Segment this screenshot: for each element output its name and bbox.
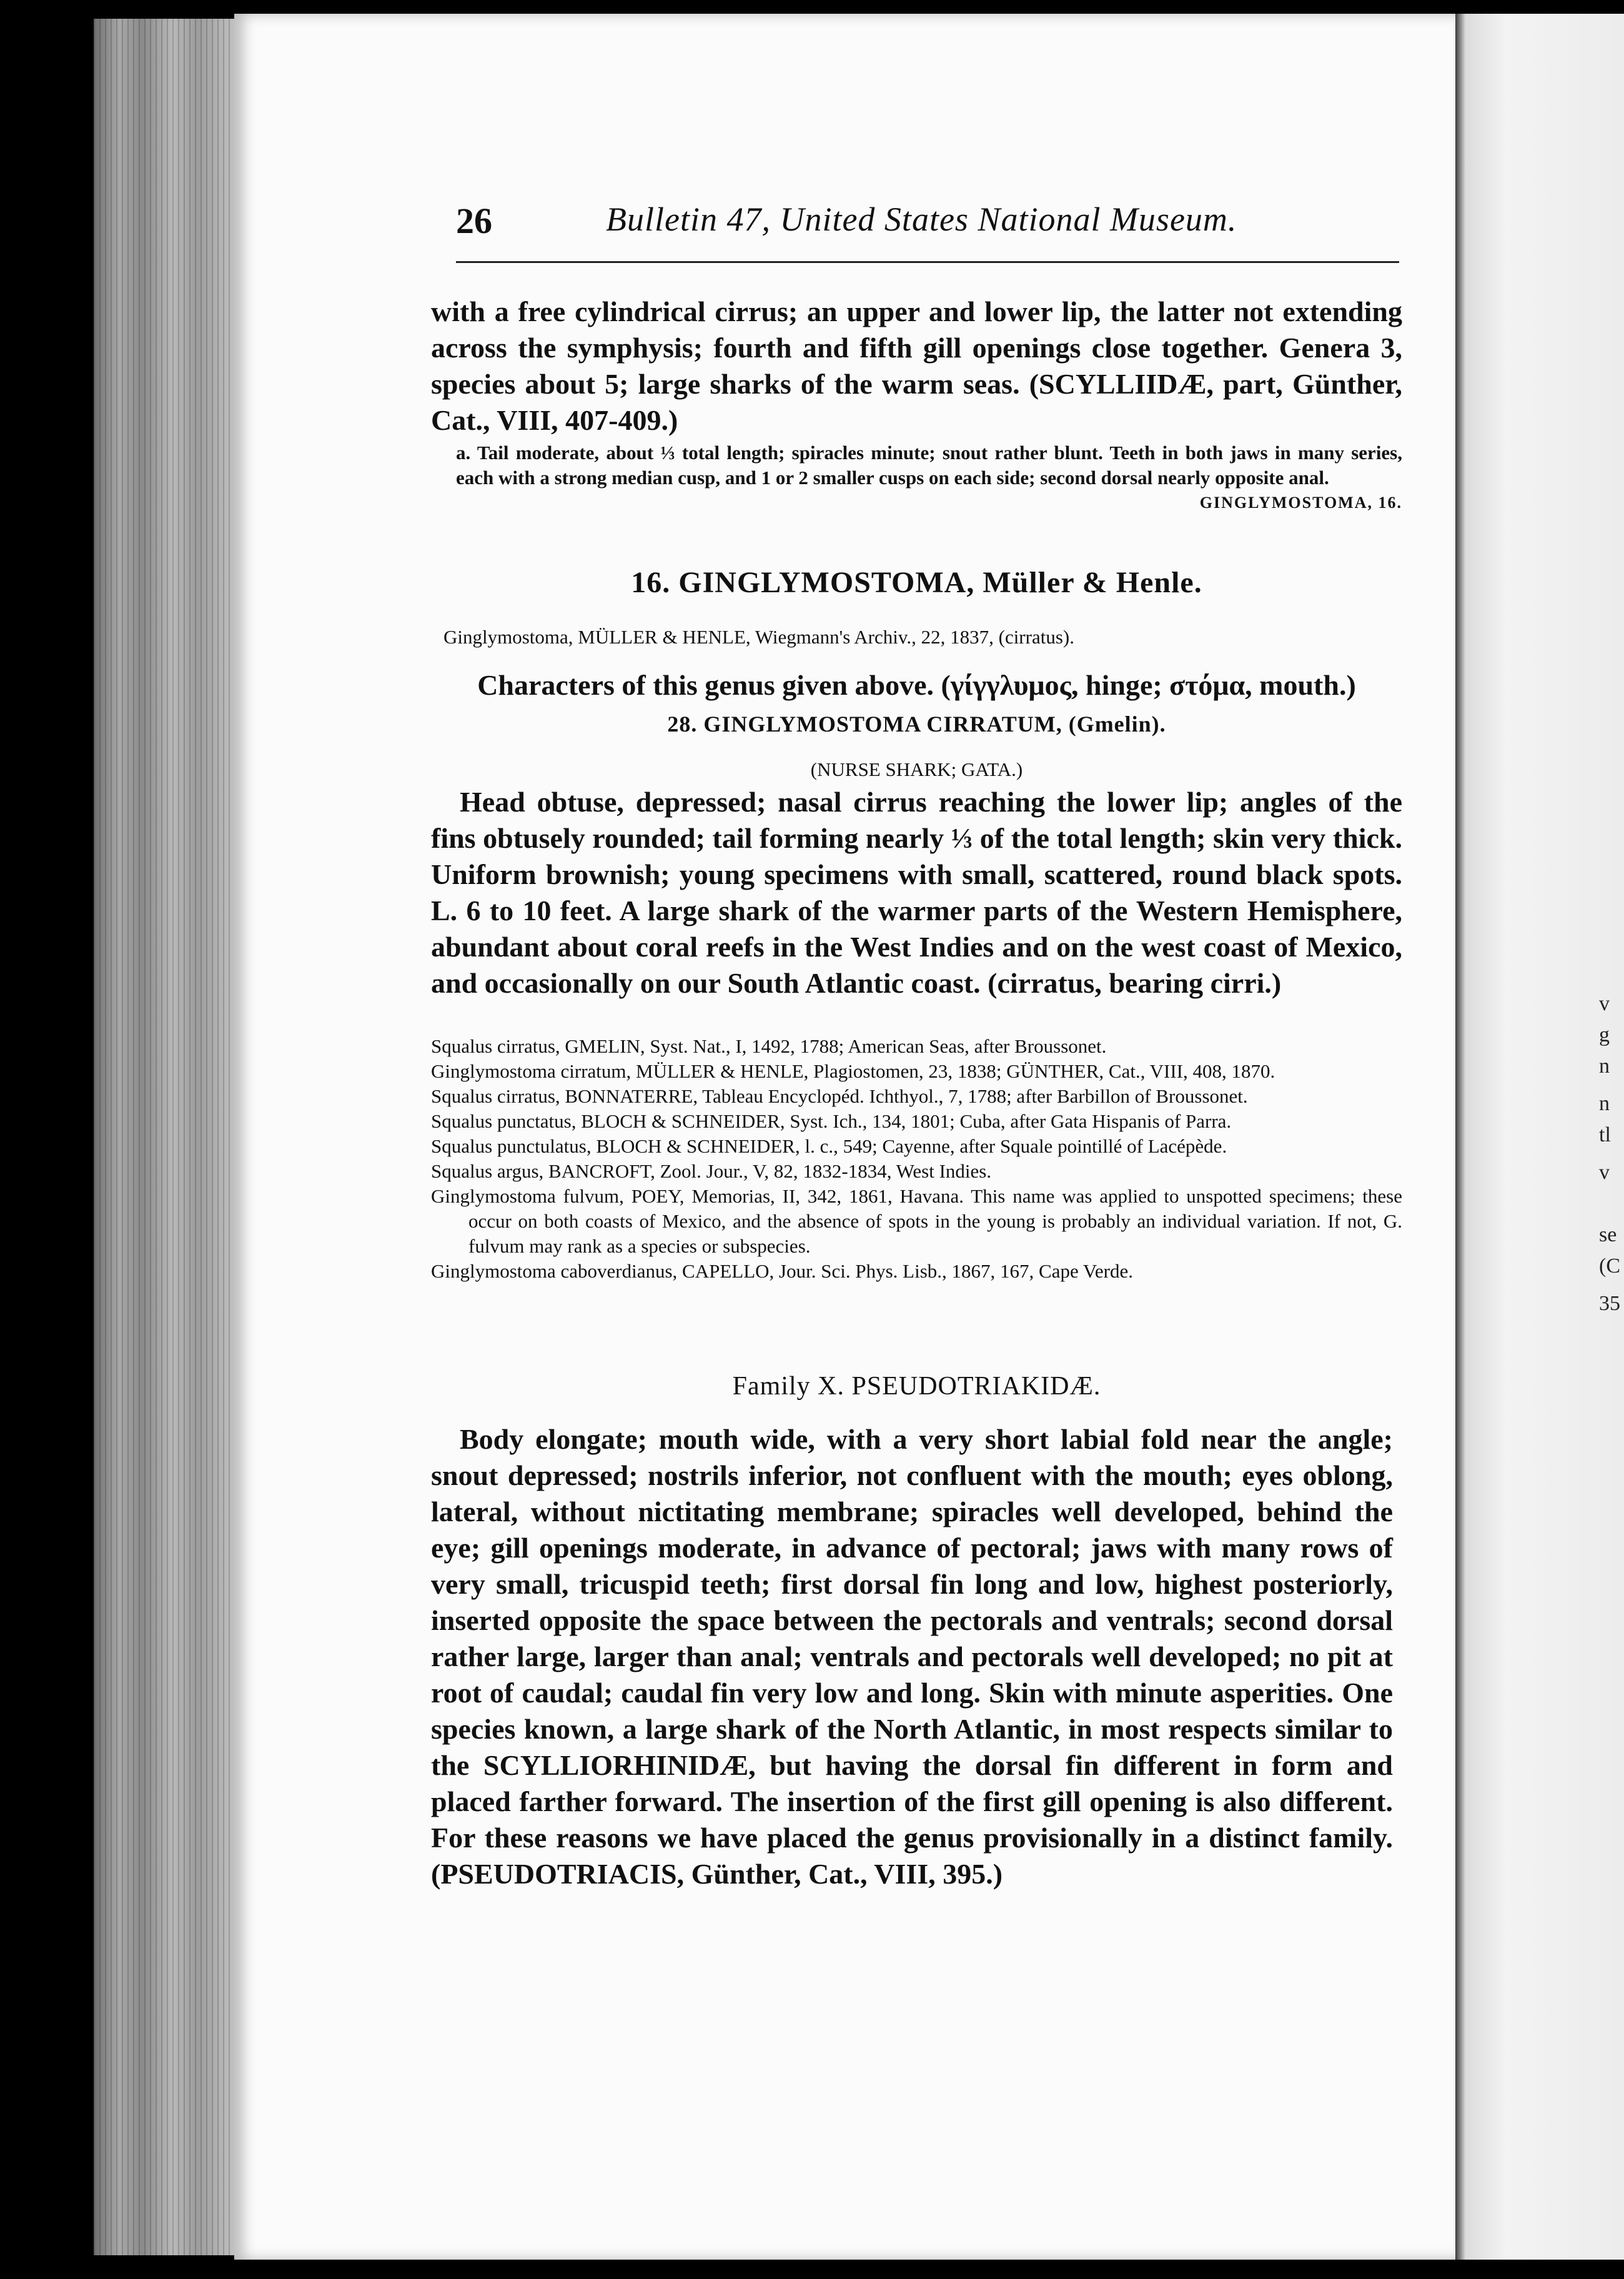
genus-heading: 16. GINGLYMOSTOMA, Müller & Henle. [631, 566, 1202, 599]
synonymy-entry: Squalus argus, BANCROFT, Zool. Jour., V, 82, 1832-1834, West Indies. [431, 1160, 992, 1182]
genus-characters: Characters of this genus given above. (γίγγλυμος, hinge; στόμα, mouth.) [477, 669, 1356, 701]
synonymy-entry: Squalus punctatus, BLOCH & SCHNEIDER, Syst. Ich., 134, 1801; Cuba, after Gata Hispanis of Parra. [431, 1110, 1232, 1132]
synonymy-entry: Squalus cirratus, GMELIN, Syst. Nat., I, 1492, 1788; American Seas, after Broussonet. [431, 1035, 1107, 1057]
running-head [456, 200, 1280, 256]
species-heading: 28. GINGLYMOSTOMA CIRRATUM, (Gmelin). [667, 712, 1166, 737]
synonymy-entry: Squalus cirratus, BONNATERRE, Tableau Encyclopéd. Ichthyol., 7, 1788; after Barbillon of Broussonet. [431, 1085, 1248, 1107]
species-description: Head obtuse, depressed; nasal cirrus reaching the lower lip; angles of the fins obtusely rounded; tail forming nearly ⅓ of the total length; skin very thick. Uniform brownish; young specimens with small, scattered, round black spots. L. 6 to 10 feet. A large shark of the warmer parts of the Western Hemisphere, abundant about coral reefs in the West Indies and on the west coast of Mexico, and occasionally on our South Atlantic coast. (cirratus, bearing cirri.) [431, 786, 1402, 999]
synonymy-entry: Ginglymostoma cirratum, MÜLLER & HENLE, Plagiostomen, 23, 1838; GÜNTHER, Cat., VIII, 408, 1870. [431, 1060, 1275, 1082]
header-rule [456, 261, 1399, 263]
species-synonymy [431, 1034, 1402, 1284]
page-number: 26 [456, 201, 492, 241]
synonymy-entry: Squalus punctulatus, BLOCH & SCHNEIDER, l. c., 549; Cayenne, after Squale pointillé of Lacépède. [431, 1135, 1227, 1157]
family-heading: Family X. PSEUDOTRIAKIDÆ. [732, 1372, 1101, 1401]
synonymy-entry: Ginglymostoma caboverdianus, CAPELLO, Jour. Sci. Phys. Lisb., 1867, 167, Cape Verde. [431, 1260, 1133, 1282]
intro-paragraph: with a free cylindrical cirrus; an upper and lower lip, the latter not extending across the symphysis; fourth and fifth gill openings close together. Genera 3, species about 5; large sharks of the warm seas. (SCYLLIIDÆ, part, Günther, Cat., VIII, 407-409.) [431, 295, 1402, 436]
key-note-text: a. Tail moderate, about ⅓ total length; spiracles minute; snout rather blunt. Teeth in both jaws in many series, each with a strong median cusp, and 1 or 2 smaller cusps on each side; second dorsal nearly opposite anal. [456, 442, 1402, 489]
family-description: Body elongate; mouth wide, with a very short labial fold near the angle; snout depressed; nostrils inferior, not confluent with the mouth; eyes oblong, lateral, without nictitating membrane; spiracles well developed, behind the eye; gill openings moderate, in advance of pectoral; jaws with many rows of very small, tricuspid teeth; first dorsal fin long and low, highest posteriorly, inserted opposite the space between the pectorals and ventrals; second dorsal rather large, larger than anal; ventrals and pectorals well developed; no pit at root of caudal; caudal fin very low and long. Skin with minute asperities. One species known, a large shark of the North Atlantic, in most respects similar to the SCYLLIORHINIDÆ, but having the dorsal fin different in form and placed farther forward. The insertion of the first gill opening is also different. For these reasons we have placed the genus provisionally in a distinct family. (PSEUDOTRIACIS, Günther, Cat., VIII, 395.) [431, 1423, 1393, 1890]
page-title: Bulletin 47, United States National Museum. [606, 201, 1237, 238]
genus-citation: Ginglymostoma, MÜLLER & HENLE, Wiegmann's Archiv., 22, 1837, (cirratus). [443, 626, 1074, 648]
key-note [431, 440, 1402, 515]
synonymy-entry: Ginglymostoma fulvum, POEY, Memorias, II, 342, 1861, Havana. This name was applied to unspotted specimens; these occur on both coasts of Mexico, and the absence of spots in the young is probably an individual variation. If not, G. fulvum may rank as a species or subspecies. [431, 1185, 1402, 1257]
species-common-names: (NURSE SHARK; GATA.) [810, 758, 1023, 780]
key-note-reference: GINGLYMOSTOMA, 16. [1199, 494, 1402, 512]
book-page-edges [94, 19, 237, 2255]
